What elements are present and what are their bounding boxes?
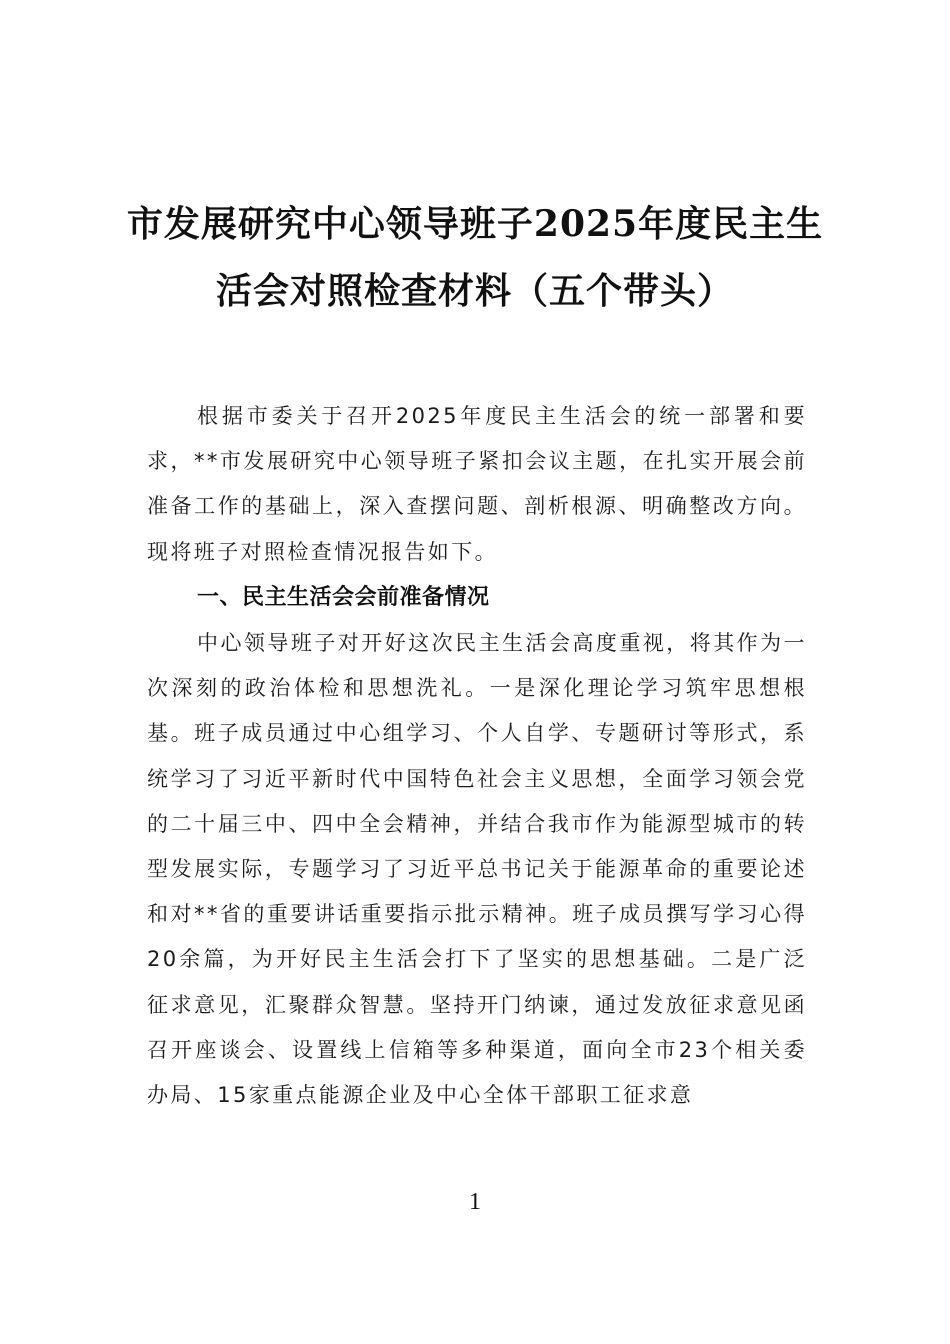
section-1-paragraph: 中心领导班子对开好这次民主生活会高度重视，将其作为一次深刻的政治体检和思想洗礼。一是深化理论学习筑牢思想根基。班子成员通过中心组学习、个人自学、专题研讨等形式，系统学习了习近平新时代中国特色社会主义思想，全面学习领会党的二十届三中、四中全会精神，并结合我市作为能源型城市的转型发展实际，专题学习了习近平总书记关于能源革命的重要论述和对**省的重要讲话重要指示批示精神。班子成员撰写学习心得20余篇，为开好民主生活会打下了坚实的思想基础。二是广泛征求意见，汇聚群众智慧。坚持开门纳谏，通过发放征求意见函召开座谈会、设置线上信箱等多种渠道，面向全市23个相关委办局、15家重点能源企业及中心全体干部职工征求意 — [147, 631, 807, 1108]
document-title-line-2: 活会对照检查材料（五个带头） — [215, 270, 734, 312]
page-number: 1 — [469, 1189, 481, 1215]
document-title-line-1: 市发展研究中心领导班子2025年度民主生 — [126, 203, 824, 245]
intro-paragraph: 根据市委关于召开2025年度民主生活会的统一部署和要求，**市发展研究中心领导班子紧扣会议主题，在扎实开展会前准备工作的基础上，深入查摆问题、剖析根源、明确整改方向。现将班子对照检查情况报告如下。 — [147, 404, 807, 564]
section-heading-1: 一、民主生活会会前准备情况 — [197, 585, 490, 610]
